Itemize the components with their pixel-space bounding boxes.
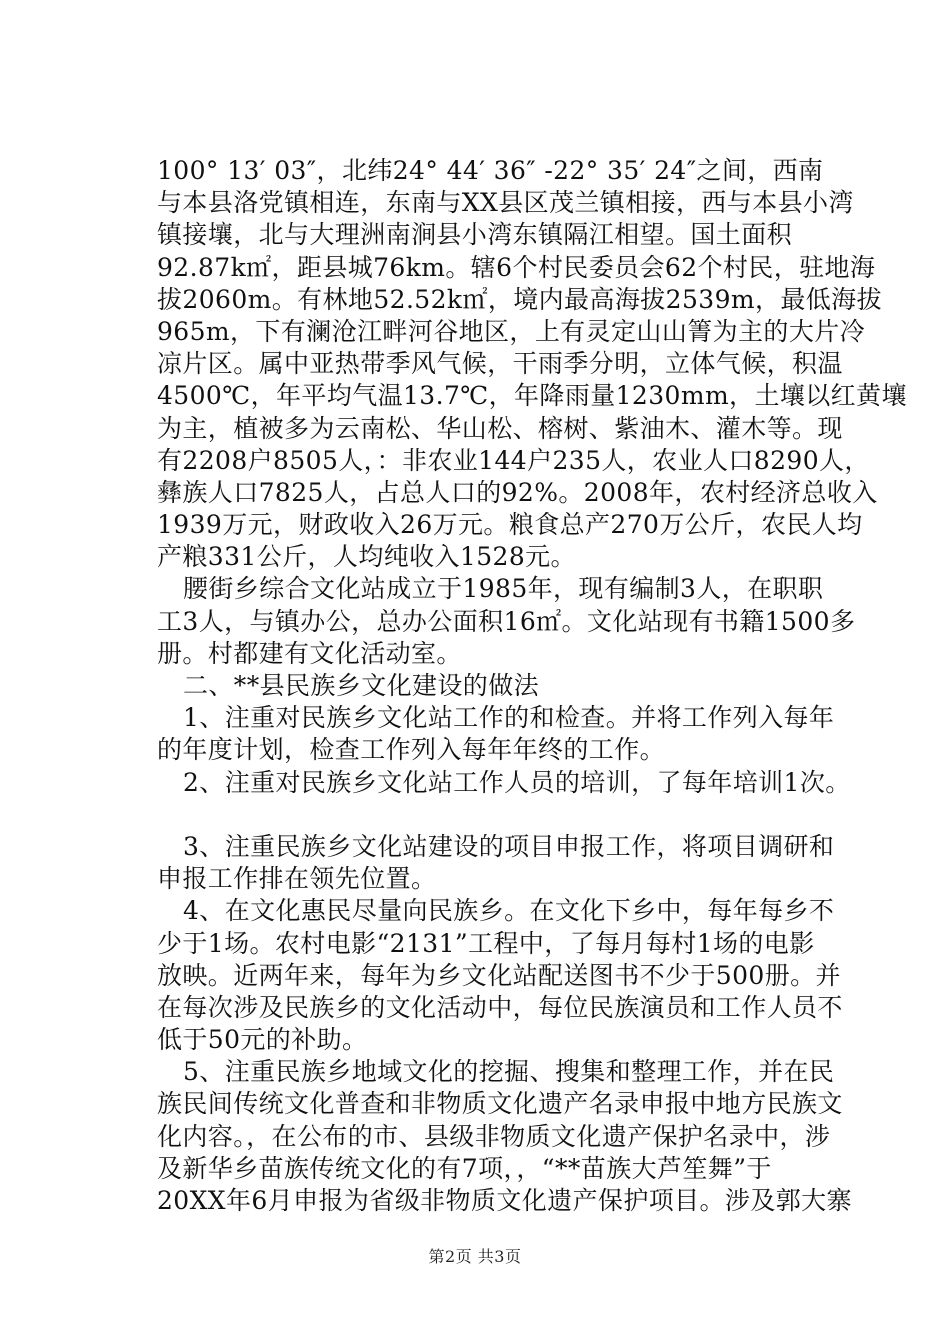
text-line: 低于50元的补助。 <box>157 1025 368 1055</box>
text-line: 放映。近两年来，每年为乡文化站配送图书不少于500册。并 <box>157 960 841 990</box>
text-line: 4500℃，年平均气温13.7℃，年降雨量1230mm，土壤以红黄壤 <box>157 381 907 411</box>
text-line: 少于1场。农村电影“2131”工程中，了每月每村1场的电影 <box>157 928 815 958</box>
text-line: 与本县洛党镇相连，东南与XX县区茂兰镇相接，西与本县小湾 <box>157 188 854 218</box>
paragraph-start-line: 4、在文化惠民尽量向民族乡。在文化下乡中，每年每乡不 <box>183 896 835 926</box>
text-line: 族民间传统文化普查和非物质文化遗产名录申报中地方民族文 <box>157 1089 843 1119</box>
blank-line <box>157 799 837 831</box>
text-line: 的年度计划，检查工作列入每年年终的工作。 <box>157 735 666 765</box>
text-line: 工3人，与镇办公，总办公面积16㎡。文化站现有书籍1500多 <box>157 606 856 636</box>
page-number-footer: 第2页 共3页 <box>428 1247 522 1266</box>
section-heading: 二、**县民族乡文化建设的做法 <box>183 671 540 700</box>
paragraph-start-line: 腰街乡综合文化站成立于1985年，现有编制3人，在职职 <box>183 574 824 604</box>
paragraph-start-line: 5、注重民族乡地域文化的挖掘、搜集和整理工作，并在民 <box>183 1057 835 1087</box>
text-line: 镇接壤，北与大理洲南涧县小湾东镇隔江相望。国土面积 <box>157 220 793 250</box>
text-line: 及新华乡苗族传统文化的有7项，，“**苗族大芦笙舞”于 <box>157 1153 772 1183</box>
text-line: 产粮331公斤，人均纯收入1528元。 <box>157 542 576 572</box>
paragraph-start-line: 3、注重民族乡文化站建设的项目申报工作，将项目调研和 <box>183 831 835 861</box>
text-line: 册。村都建有文化活动室。 <box>157 638 462 668</box>
text-line: 在每次涉及民族乡的文化活动中，每位民族演员和工作人员不 <box>157 992 843 1022</box>
document-body <box>157 155 907 1217</box>
text-line: 化内容。，在公布的市、县级非物质文化遗产保护名录中，涉 <box>157 1121 831 1151</box>
text-line: 拔2060m。有林地52.52k㎡，境内最高海拔2539m，最低海拔 <box>157 284 882 314</box>
text-line: 凉片区。属中亚热带季风气候，干雨季分明，立体气候，积温 <box>157 349 843 379</box>
text-line: 为主，植被多为云南松、华山松、榕树、紫油木、灌木等。现 <box>157 413 843 443</box>
text-line: 彝族人口7825人，占总人口的92%。2008年，农村经济总收入 <box>157 477 878 507</box>
text-line: 1939万元，财政收入26万元。粮食总产270万公斤，农民人均 <box>157 510 863 540</box>
paragraph-start-line: 1、注重对民族乡文化站工作的和检查。并将工作列入每年 <box>183 703 835 733</box>
text-line: 965m，下有澜沧江畔河谷地区，上有灵定山山箐为主的大片冷 <box>157 316 866 346</box>
text-line: 20XX年6月申报为省级非物质文化遗产保护项目。涉及郭大寨 <box>157 1186 852 1215</box>
paragraph-start-line: 2、注重对民族乡文化站工作人员的培训，了每年培训1次。 <box>183 767 851 797</box>
text-line: 92.87k㎡，距县城76km。辖6个村民委员会62个村民，驻地海 <box>157 252 876 282</box>
text-line: 申报工作排在领先位置。 <box>157 864 437 894</box>
text-line: 100° 13′ 03″，北纬24° 44′ 36″ -22° 35′ 24″之间，西南 <box>157 156 824 185</box>
text-line: 有2208户8505人，：非农业144户235人，农业人口8290人， <box>157 445 870 475</box>
